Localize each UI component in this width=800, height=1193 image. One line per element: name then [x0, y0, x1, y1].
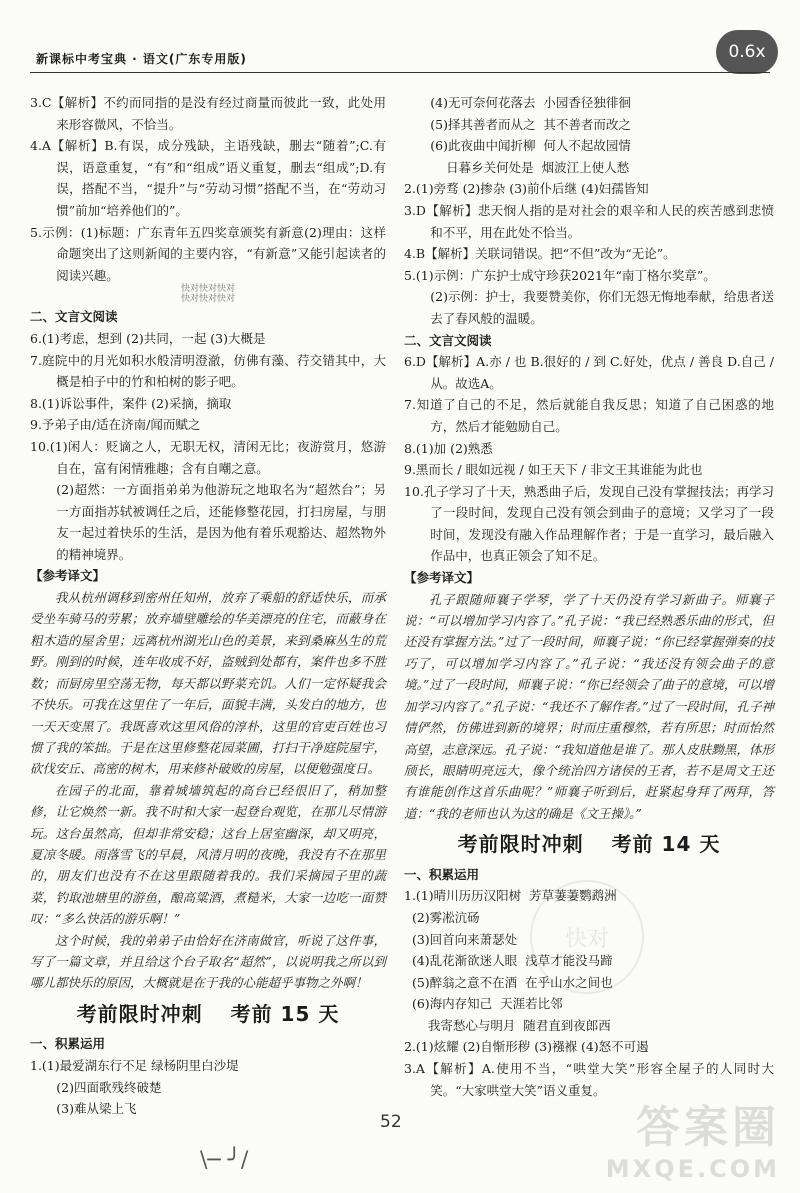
- answer-item: 2.(1)旁骛 (2)掺杂 (3)前仆后继 (4)妇孺皆知: [404, 181, 649, 197]
- left-column: [30, 92, 386, 1120]
- answer-item: 7.知道了自己的不足，然后就能自我反思；知道了自己困惑的地方，然后才能勉励自己。: [404, 397, 774, 434]
- translation-paragraph: 在园子的北面，靠着城墙筑起的高台已经很旧了，稍加整修，让它焕然一新。我不时和大家一起登台观览，在那儿尽情游玩。这台虽然高，但却非常安稳；这台上居室幽深，却又明亮，夏凉冬暖。雨落雪飞的早晨，风清月明的夜晚，我没有不在那里的，朋友们也没有不在这里跟随着我的。我们采摘园子里的蔬菜，钓取池塘里的游鱼，酿高粱酒，煮糙米，大家一边吃一面赞叹：“多么快活的游乐啊！”: [30, 782, 386, 927]
- pen-scribble: \─ ╯/: [200, 1148, 249, 1173]
- translation-paragraph: 我从杭州调移到密州任知州，放弃了乘船的舒适快乐，而承受坐车骑马的劳累；放弃墙壁雕绘的华美漂亮的住宅，而蔽身在粗木造的屋舍里；远离杭州湖光山色的美景，来到桑麻丛生的荒野。刚到的时候，连年收成不好，盗贼到处都有，案件也多不胜数；而厨房里空荡无物，每天都以野菜充饥。人们一定怀疑我会不快乐。可我在这里住了一年后，面貌丰满，头发白的地方，也一天天变黑了。我既喜欢这里风俗的淳朴，这里的官吏百姓也习惯了我的笨拙。于是在这里修整花园菜圃，打扫干净庭院屋宇，砍伐安丘、高密的树木，用来修补破败的房屋，以便勉强度日。: [30, 590, 386, 777]
- reference-translation-label: 【参考译文】: [30, 568, 106, 584]
- poem-line: (4)乱花渐欲迷人眼 浅草才能没马蹄: [404, 953, 613, 969]
- answer-item: 3.D【解析】悲天悯人指的是对社会的艰辛和人民的疾苦感到悲愤和不平，用在此处不恰当。: [404, 202, 774, 240]
- title-part: 考前 14 天: [611, 832, 721, 857]
- translation-paragraph: 这个时候，我的弟弟子由恰好在济南做官，听说了这件事，写了一篇文章，并且给这个台子取名“超然”，以说明我之所以到哪儿都快乐的原因，大概就是在于我的心能超乎事物之外啊！: [30, 932, 386, 991]
- title-part: 考前 15 天: [230, 1001, 340, 1026]
- answer-item: 2.(1)炫耀 (2)自惭形秽 (3)襁褓 (4)怒不可遏: [404, 1039, 649, 1055]
- translation-paragraph: 孔子跟随师襄子学琴，学了十天仍没有学习新曲子。师襄子说：“可以增加学习内容了。”孔子说：“我已经熟悉乐曲的形式，但还没有掌握方法。”过了一段时间，师襄子说：“你已经掌握弹奏的技巧了，可以增加学习内容了。”孔子说：“我还没有领会曲子的意境。”过了一段时间，师襄子说：“你已经领会了曲子的意境，可以增加学习内容了。”孔子说：“我还不了解作者。”过了一段时间，孔子神情俨然，仿佛进到新的境界；时而庄重穆然，若有所思；时而怡然高望，志意深远。孔子说：“我知道他是谁了。那人皮肤黝黑，体形颀长，眼睛明亮远大，像个统治四方诸侯的王者，若不是周文王还有谁能创作这首乐曲呢？”师襄子听到后，赶紧起身拜了两拜，答道：“我的老师也认为这的确是《文王操》。”: [404, 591, 774, 821]
- answer-item: (2)四面歌残终破楚: [56, 1079, 162, 1095]
- answer-item: 10.(1)闲人：贬谪之人，无职无权，清闲无比；夜游赏月，悠游自在，富有闲情雅趣；含有自嘲之意。: [30, 438, 386, 476]
- answer-item: (2)示例：护士，我要赞美你，你们无怨无悔地奉献，给患者送去了春风般的温暖。: [430, 289, 774, 326]
- answer-item: 7.庭院中的月光如积水般清明澄澈，仿佛有藻、荇交错其中，大概是柏子中的竹和柏树的影子吧。: [30, 352, 386, 390]
- section-title-15-days: [30, 1001, 386, 1026]
- answer-item: 9.黑而长 / 眼如远视 / 如王天下 / 非文王其谁能为此也: [404, 462, 703, 478]
- kuaidui-stamp-watermark: [530, 880, 644, 994]
- site-watermark-url: MXQE.COM: [605, 1155, 780, 1183]
- poem-line: (5)择其善者而从之 其不善者而改之: [430, 116, 631, 132]
- poem-line: (5)醉翁之意不在酒 在乎山水之间也: [404, 974, 613, 990]
- page-number: 52: [380, 1112, 402, 1132]
- answer-item: (2)超然：一方面指弟弟为他游玩之地取名为“超然台”；另一方面指苏轼被调任之后，还能修整花园，打扫房屋，与朋友一起过着快乐的生活，是因为他有着乐观豁达、超然物外的精神境界。: [56, 482, 386, 562]
- poem-line: 我寄愁心与明月 随君直到夜郎西: [404, 1017, 611, 1033]
- site-watermark: [606, 1091, 780, 1183]
- poem-line: (4)无可奈何花落去 小园香径独徘徊: [430, 95, 631, 110]
- answer-item: 1.(1)最爱湖东行不足 绿杨阴里白沙堤: [30, 1057, 239, 1073]
- book-header: 新课标中考宝典 · 语文(广东专用版): [36, 52, 247, 66]
- section-heading: 二、文言文阅读: [404, 332, 492, 348]
- answer-item: (3)难从梁上飞: [56, 1101, 137, 1117]
- stamp-text: 快对: [564, 926, 609, 952]
- title-part: 考前限时冲刺: [457, 832, 584, 857]
- section-heading: 一、积累运用: [30, 1036, 106, 1052]
- section-heading: 一、积累运用: [404, 866, 480, 882]
- answer-item: 10.孔子学习了十天，熟悉曲子后，发现自己没有掌握技法；再学习了一段时间，发现自己没有领会到曲子的意境；又学习了一段时间，发现没有融入作品理解作者；于是一直学习，最后融入作品中，也真正领会了知不足。: [404, 483, 774, 564]
- poem-line: 1.(1)晴川历历汉阳树 芳草萋萋鹦鹉洲: [404, 888, 617, 904]
- answer-item: 5.示例：(1)标题：广东青年五四奖章颁奖有新意(2)理由：这样命题突出了这则新闻的主要内容，“有新意”又能引起读者的阅读兴趣。: [30, 224, 386, 283]
- answer-item: 3.C【解析】不约而同指的是没有经过商量而彼此一致，此处用来形容微风，不恰当。: [30, 95, 386, 132]
- answer-item: 6.D【解析】A.亦 / 也 B.很好的 / 到 C.好处，优点 / 善良 D.自己 / 从。故选A。: [404, 354, 774, 391]
- answer-item: 4.A【解析】B.有误，成分残缺，主语残缺，删去“随着”;C.有误，语意重复，“有”和“组成”语义重复，删去“组成”;D.有误，搭配不当，“提升”与“劳动习惯”搭配不当，在“劳动习惯”前加“培养他们的”。: [30, 138, 386, 218]
- answer-item: 8.(1)加 (2)熟悉: [404, 440, 493, 456]
- poem-line: (2)雾凇沆砀: [404, 909, 480, 925]
- answer-item: 4.B【解析】关联词错误。把“不但”改为“无论”。: [404, 246, 676, 262]
- answer-item: 6.(1)考虑，想到 (2)共同，一起 (3)大概是: [30, 330, 266, 346]
- title-part: 考前限时冲刺: [76, 1001, 203, 1026]
- answer-item: 8.(1)诉讼事件，案件 (2)采摘，摘取: [30, 395, 232, 411]
- header-divider: [30, 72, 770, 73]
- answer-item: 3.A【解析】A.使用不当，“哄堂大笑”形容全屋子的人同时大笑。“大家哄堂大笑”语义重复。: [404, 1061, 774, 1098]
- answer-item: 9.予弟子由/适在济南/闻而赋之: [30, 417, 201, 433]
- playback-speed-badge[interactable]: 0.6x: [716, 30, 778, 74]
- reference-translation-label: 【参考译文】: [404, 570, 480, 586]
- poem-line: (6)此夜曲中闻折柳 何人不起故园情: [430, 138, 631, 154]
- answer-item: 5.(1)示例：广东护士成守珍获2021年“南丁格尔奖章”。: [404, 267, 716, 283]
- poem-line: (6)海内存知己 天涯若比邻: [404, 996, 563, 1012]
- poem-line: (3)回首向来萧瑟处: [404, 931, 518, 947]
- section-heading: 二、文言文阅读: [30, 309, 118, 325]
- section-title-14-days: [404, 834, 774, 856]
- overlay-watermark-note: 快对快对快对 快对快对快对: [180, 284, 235, 305]
- poem-line: 日暮乡关何处是 烟波江上使人愁: [430, 159, 630, 175]
- site-watermark-title: 答案圈: [636, 1102, 780, 1153]
